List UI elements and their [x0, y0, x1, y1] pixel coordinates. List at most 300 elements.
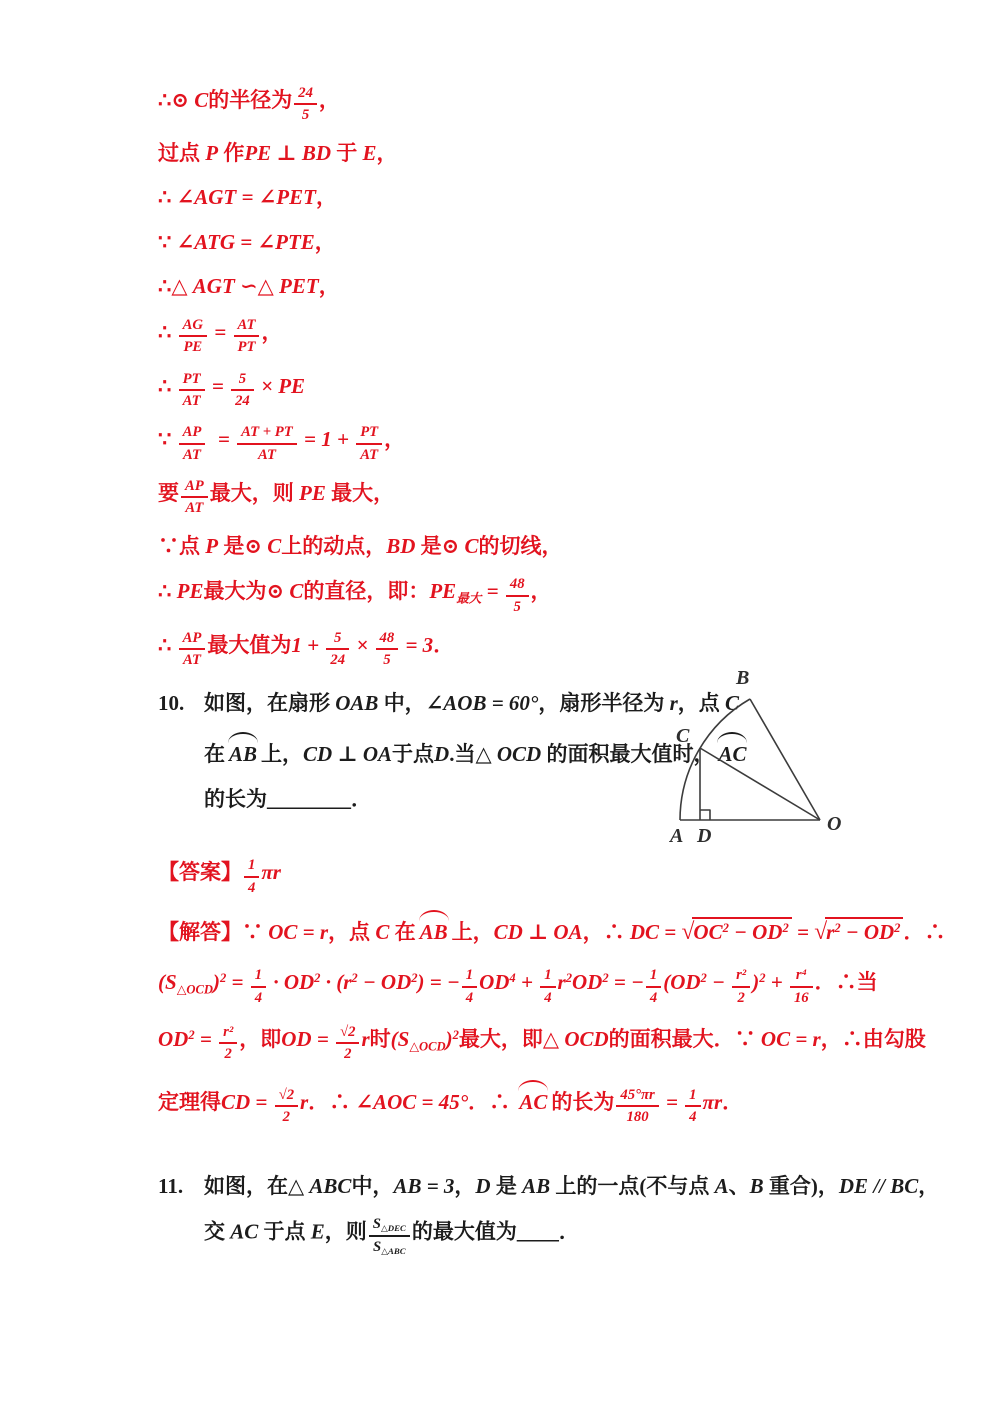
math-text: 1	[465, 967, 474, 984]
math-text: = 3	[400, 632, 434, 657]
numerator	[275, 1086, 298, 1107]
text: ．∴当	[814, 970, 878, 995]
math-text: 2	[737, 989, 745, 1006]
text: 【答案】	[158, 860, 242, 885]
math-text: C	[194, 87, 209, 112]
text-line	[158, 370, 953, 411]
denominator	[506, 597, 529, 616]
denominator	[790, 988, 813, 1007]
right-angle-mark	[700, 810, 710, 820]
math-text: P	[205, 533, 219, 558]
fraction	[234, 316, 260, 357]
text: 的长为	[551, 1089, 615, 1114]
text-line	[158, 182, 953, 214]
line-OB	[750, 699, 820, 820]
text: 是⊙	[415, 533, 465, 558]
numerator	[462, 966, 477, 987]
text-line	[158, 910, 953, 950]
text-line	[158, 271, 953, 303]
math-text: A	[714, 1173, 729, 1198]
denominator	[231, 391, 254, 410]
denominator	[462, 988, 477, 1007]
math-text: )	[752, 970, 760, 995]
text: 上的动点，	[281, 533, 387, 558]
denominator	[336, 1044, 359, 1063]
math-text: OD	[572, 970, 603, 995]
superscript: 4	[509, 971, 516, 986]
text: ，点	[677, 690, 726, 715]
math-text: 4	[254, 989, 263, 1006]
math-text: r	[557, 970, 566, 995]
text: ，	[530, 579, 552, 604]
sector-figure	[652, 658, 884, 846]
fraction	[506, 575, 529, 616]
text: 作	[218, 140, 245, 165]
math-text: PE	[183, 339, 203, 356]
math-text: E	[362, 140, 377, 165]
denominator	[244, 878, 259, 897]
arc-notation	[516, 1080, 550, 1119]
text: 的直径，即：	[303, 579, 430, 604]
radical-sign: √	[814, 919, 826, 945]
text: 、	[728, 1173, 750, 1198]
denominator	[179, 337, 207, 356]
text: ∵	[158, 229, 177, 254]
text: 交	[204, 1219, 231, 1244]
math-text: =	[207, 427, 236, 452]
arc-notation	[417, 910, 451, 949]
denominator	[540, 988, 555, 1007]
math-text: PE	[176, 579, 204, 604]
text: 最大，	[325, 480, 395, 505]
text: 的半径为	[208, 87, 293, 112]
text-line	[158, 138, 953, 170]
line-OC	[700, 748, 820, 820]
math-text: = 1 +	[298, 427, 355, 452]
math-text: AC	[230, 1219, 259, 1244]
arc-AB	[680, 699, 750, 820]
math-text: =	[660, 1089, 684, 1114]
label-B: B	[736, 666, 750, 689]
superscript: 2	[351, 971, 358, 986]
math-text: ∠AGT = ∠PET	[176, 185, 316, 210]
math-text: 180	[626, 1109, 649, 1126]
math-text: 24	[330, 652, 346, 669]
text: ，∴	[582, 920, 630, 944]
fraction	[179, 370, 205, 411]
numerator	[376, 629, 399, 650]
fraction	[790, 966, 813, 1007]
math-text: AT	[183, 652, 201, 669]
text: 的最大值为____．	[411, 1219, 580, 1244]
fraction	[179, 316, 207, 357]
math-text: =	[194, 1026, 218, 1051]
text: ，即	[239, 1026, 282, 1051]
radical	[682, 915, 792, 950]
text: ，	[384, 427, 406, 452]
numerator	[356, 423, 382, 444]
math-text: 24	[235, 392, 250, 409]
numerator	[181, 477, 208, 498]
text-line	[158, 423, 953, 464]
fraction	[181, 477, 208, 518]
math-text: 45°πr	[620, 1086, 655, 1103]
text: 在	[204, 742, 225, 767]
numerator	[540, 966, 555, 987]
fraction	[251, 966, 266, 1007]
math-text: 1	[544, 967, 552, 984]
math-text: √2	[340, 1024, 356, 1041]
math-text: D	[475, 1173, 491, 1198]
denominator	[179, 650, 206, 669]
math-text: S	[373, 1239, 382, 1256]
fraction	[369, 1215, 410, 1257]
text: 要	[158, 480, 179, 505]
text: 【解答】∵	[158, 920, 269, 944]
superscript: 2	[188, 1027, 195, 1042]
text: ，	[918, 1173, 940, 1198]
numerator	[231, 370, 254, 391]
superscript: 2	[782, 921, 789, 936]
superscript: 2	[700, 971, 707, 986]
superscript: 2	[565, 971, 573, 986]
math-text: = −	[608, 970, 644, 995]
numerator	[326, 629, 349, 650]
arc-letters: AC	[718, 742, 747, 767]
text: ∴△	[158, 274, 193, 299]
radical	[814, 915, 903, 950]
math-text: 5	[513, 598, 521, 615]
text: 于点	[392, 742, 435, 767]
superscript: 2	[411, 971, 418, 986]
arc-notation	[226, 732, 260, 771]
solution-9-lines	[158, 84, 953, 670]
denominator	[326, 650, 349, 669]
subscript: △ABC	[381, 1246, 406, 1257]
math-text: πr	[702, 1089, 723, 1114]
text-line	[204, 1215, 953, 1257]
text: 上的一点(不与点	[550, 1173, 715, 1198]
text: ∴	[158, 579, 177, 604]
denominator	[234, 337, 260, 356]
math-text: ∠ATG = ∠PTE	[176, 229, 315, 254]
math-text: )	[445, 1026, 453, 1051]
fraction	[179, 629, 206, 670]
text: ．∴	[308, 1089, 356, 1114]
math-text: OC	[693, 920, 723, 944]
math-text: CD =	[221, 1089, 273, 1114]
text-line	[158, 1080, 953, 1127]
math-text: OD	[479, 970, 510, 995]
math-text: =	[791, 920, 815, 944]
numerator	[179, 370, 205, 391]
math-text: =	[226, 970, 249, 995]
math-text: =	[209, 319, 232, 344]
numerator	[336, 1023, 359, 1044]
math-text: +	[765, 970, 788, 995]
math-text: − OD	[728, 920, 783, 944]
denominator	[294, 105, 317, 124]
numerator	[369, 1215, 410, 1237]
math-text: PET	[279, 274, 319, 299]
denominator	[179, 391, 205, 410]
superscript: 2	[452, 1027, 459, 1042]
math-text: 5	[334, 630, 342, 646]
text: 最大，即△	[458, 1026, 565, 1051]
math-text: 1 +	[291, 632, 325, 657]
explanation-10	[158, 910, 953, 1127]
text: ∴	[158, 632, 177, 657]
text: 重合)，	[763, 1173, 839, 1198]
math-text: r⁴	[795, 967, 807, 984]
math-text: CD ⊥ OA	[493, 920, 583, 944]
text-line	[158, 1023, 953, 1064]
numerator	[244, 856, 259, 877]
fraction	[646, 966, 661, 1007]
denominator	[369, 1237, 410, 1257]
text: ，	[318, 274, 340, 299]
text: 于	[331, 140, 363, 165]
math-text: C	[289, 579, 304, 604]
math-text: r²	[736, 967, 747, 984]
superscript: 2	[314, 971, 321, 986]
math-text: ∠AOB = 60°	[425, 690, 539, 715]
fraction	[244, 856, 259, 897]
math-text: 48	[509, 576, 525, 593]
superscript: 2	[602, 971, 609, 986]
label-O: O	[827, 812, 842, 835]
explanation-10-lines	[158, 910, 953, 1127]
denominator	[356, 445, 382, 464]
math-text: OC = r	[268, 920, 329, 944]
problem-11-number: 11.	[158, 1173, 184, 1198]
math-text: P	[205, 140, 219, 165]
superscript: 2	[759, 971, 766, 986]
denominator	[237, 445, 297, 464]
text: 如图，在扇形	[204, 690, 336, 715]
superscript: 2	[219, 971, 227, 986]
math-text: E	[310, 1219, 325, 1244]
math-text: (S	[390, 1026, 410, 1051]
math-text: 16	[793, 989, 809, 1006]
text: ∴	[158, 185, 177, 210]
math-text: AP	[182, 424, 202, 441]
fraction	[294, 84, 317, 125]
math-text: C	[725, 690, 740, 715]
text-line	[158, 966, 953, 1007]
math-text: AG	[182, 316, 204, 333]
math-text: S	[372, 1216, 381, 1233]
text: 最大，则	[209, 480, 300, 505]
denominator	[181, 498, 208, 517]
math-text: − OD	[357, 970, 412, 995]
math-text: PT	[237, 339, 256, 356]
math-text: AT	[237, 316, 256, 333]
numerator	[646, 966, 661, 987]
text: 时	[369, 1026, 391, 1051]
math-text: )	[212, 970, 220, 995]
math-text: (S	[158, 970, 177, 995]
math-text: PT	[182, 370, 201, 387]
math-text: 4	[689, 1109, 697, 1126]
text: 过点	[158, 140, 206, 165]
numerator	[179, 423, 206, 444]
math-text: × PE	[255, 373, 306, 398]
math-text: − OD	[840, 920, 895, 944]
radicand	[692, 917, 791, 945]
math-text: 1	[649, 967, 658, 984]
math-text: AT + PT	[241, 424, 293, 441]
text-line	[158, 856, 953, 897]
numerator	[506, 575, 529, 596]
fraction	[336, 1023, 359, 1064]
math-text: 2	[224, 1046, 232, 1063]
text: 是⊙	[218, 533, 268, 558]
denominator	[376, 650, 399, 669]
numerator	[732, 966, 750, 987]
label-C: C	[676, 724, 690, 747]
radicand	[825, 917, 903, 945]
math-text: CD ⊥ OA	[303, 742, 393, 767]
answer-10	[158, 856, 953, 897]
denominator	[219, 1044, 237, 1063]
math-text: r	[669, 690, 678, 715]
math-text: 4	[465, 989, 474, 1006]
math-text: OCD	[564, 1026, 609, 1051]
text: ，	[376, 140, 398, 165]
math-text: D	[434, 742, 450, 767]
text: ∴	[158, 319, 177, 344]
text: 的切线，	[478, 533, 563, 558]
math-text: 4	[248, 879, 256, 896]
text: 中，	[378, 690, 426, 715]
superscript: 2	[894, 921, 901, 936]
problem-11	[158, 1171, 953, 1271]
text: 最大为⊙	[203, 579, 290, 604]
label-D: D	[697, 824, 712, 846]
text: ，则	[324, 1219, 367, 1244]
denominator	[251, 988, 266, 1007]
math-text: OC = r	[760, 1026, 821, 1051]
numerator	[179, 316, 207, 337]
fraction	[237, 423, 297, 464]
problem-11-body	[204, 1171, 953, 1271]
fraction	[219, 1023, 237, 1064]
math-text: −	[706, 970, 731, 995]
math-text: PE	[299, 480, 326, 505]
problem-10	[158, 666, 953, 846]
math-text: AT	[257, 446, 276, 463]
subscript: 最大	[456, 591, 482, 606]
math-text: OAB	[335, 690, 379, 715]
text-line	[158, 84, 953, 125]
math-text: OD =	[281, 1026, 335, 1051]
text-line	[204, 1171, 953, 1203]
text: ，	[454, 1173, 476, 1198]
text: ，	[261, 319, 283, 344]
math-text: r	[361, 1026, 370, 1051]
text-line	[158, 227, 953, 259]
math-text: DC =	[629, 920, 682, 944]
math-text: =	[481, 579, 504, 604]
text: ∴⊙	[158, 87, 195, 112]
text-line	[158, 477, 953, 518]
math-text: C	[375, 920, 390, 944]
arc-letters: AB	[229, 742, 258, 767]
text: ∴	[158, 373, 177, 398]
math-text: · (r	[320, 970, 352, 995]
math-text: ABC	[309, 1173, 352, 1198]
text: 的面积最大值时，	[541, 742, 715, 767]
numerator	[616, 1086, 658, 1107]
text-line	[158, 316, 953, 357]
math-text: AB	[522, 1173, 551, 1198]
solution-block-9	[158, 84, 953, 670]
math-text: r²	[223, 1024, 234, 1041]
math-text: 2	[344, 1046, 352, 1063]
answer-10-lines	[158, 856, 953, 897]
text: 如图，在△	[204, 1173, 310, 1198]
math-text: · OD	[268, 970, 315, 995]
numerator	[294, 84, 317, 105]
math-text: B	[749, 1173, 764, 1198]
text: 的长为________．	[204, 786, 372, 811]
math-text: 24	[298, 85, 313, 101]
math-text: OD	[158, 1026, 189, 1051]
math-text: AGT	[192, 274, 235, 299]
math-text: 5	[238, 370, 247, 387]
text: 在	[389, 920, 416, 944]
arc-letters: AC	[519, 1089, 548, 1114]
math-text: 5	[383, 652, 391, 669]
problem-10-number: 10.	[158, 690, 185, 715]
text: ．	[722, 1089, 744, 1114]
subscript: △OCD	[176, 982, 213, 997]
fraction	[376, 629, 399, 670]
math-text: AP	[182, 630, 202, 646]
label-A: A	[670, 824, 684, 846]
text: ∵	[158, 427, 177, 452]
text: 最大值为	[207, 632, 292, 657]
text: ∽△	[234, 274, 280, 299]
math-text: ×	[351, 632, 374, 657]
math-text: PE	[429, 579, 457, 604]
math-text: 1	[254, 967, 263, 984]
math-text: AT	[183, 446, 201, 463]
fraction	[540, 966, 555, 1007]
math-text: PE ⊥ BD	[244, 140, 331, 165]
text-line	[158, 531, 953, 563]
numerator	[237, 423, 297, 444]
denominator	[646, 988, 661, 1007]
numerator	[219, 1023, 237, 1044]
text: 是	[490, 1173, 523, 1198]
math-text: C	[267, 533, 282, 558]
math-text: 4	[649, 989, 658, 1006]
text: ，	[314, 229, 336, 254]
text: 上，	[261, 742, 304, 767]
math-text: PT	[360, 424, 379, 441]
denominator	[275, 1107, 298, 1126]
math-text: 5	[301, 107, 310, 124]
math-text: 48	[379, 630, 395, 646]
text: ，∴由勾股	[820, 1026, 926, 1051]
math-text: DE // BC	[838, 1173, 919, 1198]
denominator	[685, 1107, 700, 1126]
text: ，点	[328, 920, 376, 944]
math-text: 4	[544, 989, 552, 1006]
math-text: ) = −	[417, 970, 460, 995]
